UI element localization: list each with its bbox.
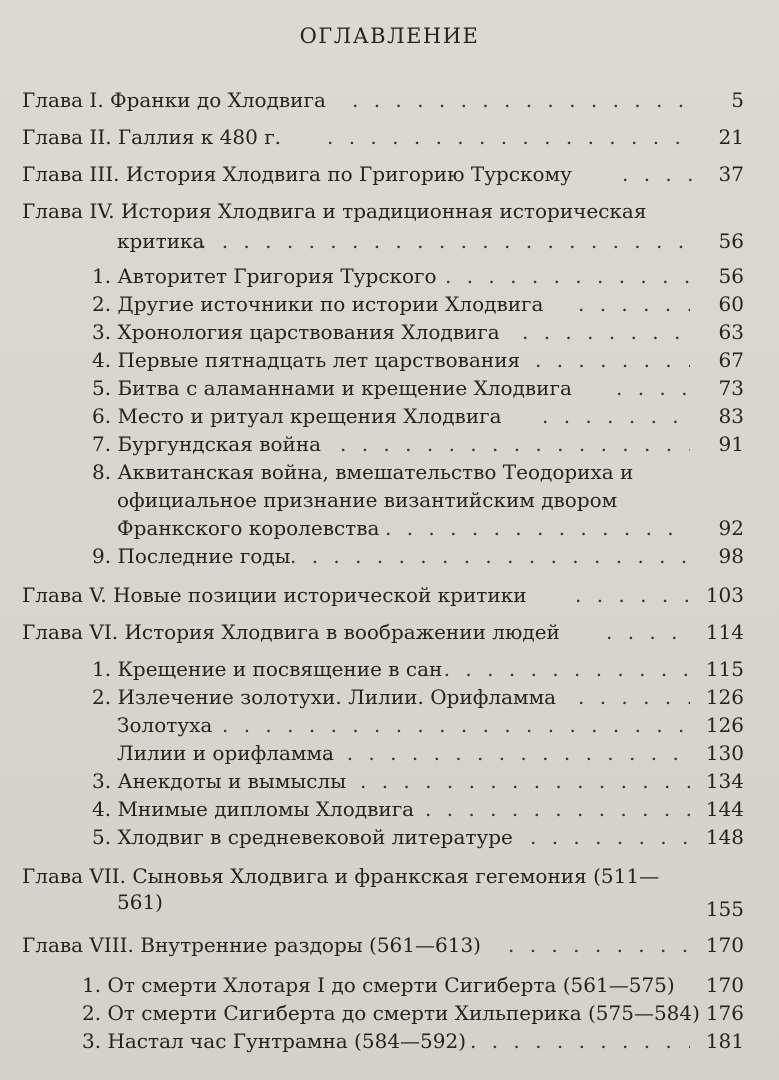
page-number: 134: [705, 769, 744, 793]
page-number: 56: [718, 229, 744, 253]
dot-leader: [327, 125, 687, 149]
entry-title: Глава III. История Хлодвига по Григорию Турскому: [22, 162, 572, 186]
dot-leader: [606, 620, 690, 644]
entry-title: 6. Место и ритуал крещения Хлодвига: [92, 404, 502, 428]
entry-title: 4. Мнимые дипломы Хлодвига: [92, 797, 415, 821]
entry-title: Глава I. Франки до Хлодвига: [22, 88, 326, 112]
dot-leader: [535, 348, 690, 372]
toc-title: оглавление: [299, 16, 480, 51]
entry-title: 2. Другие источники по истории Хлодвига: [92, 292, 544, 316]
dot-leader: [290, 544, 690, 568]
page-number: 126: [705, 685, 744, 709]
entry-title-cont: критика: [117, 229, 205, 253]
page-number: 5: [731, 88, 744, 112]
dot-leader: [542, 404, 690, 428]
entry-title: 1. От смерти Хлотаря I до смерти Сигиберта (561—575): [82, 973, 675, 997]
dot-leader: [325, 741, 690, 765]
entry-title: Глава VII. Сыновья Хлодвига и франкская гегемония (511—: [22, 864, 660, 888]
page-number: 115: [705, 657, 744, 681]
entry-title: 5. Хлодвиг в средневековой литературе: [92, 825, 513, 849]
entry-title-line2: официальное признание византийским двором: [117, 488, 618, 512]
entry-title: 3. Настал час Гунтрамна (584—592): [82, 1029, 467, 1053]
dot-leader: [575, 583, 690, 607]
dot-leader: [422, 657, 690, 681]
page-number: 176: [705, 1001, 744, 1025]
dot-leader: [200, 229, 690, 253]
page-number: 21: [718, 125, 744, 149]
page-number: 56: [718, 264, 744, 288]
entry-title: Золотуха: [117, 713, 213, 737]
page-number: 37: [718, 162, 744, 186]
entry-title: 9. Последние годы: [92, 544, 291, 568]
entry-title: 8. Аквитанская война, вмешательство Теодориха и: [92, 460, 634, 484]
dot-leader: [522, 320, 690, 344]
dot-leader: [578, 685, 690, 709]
dot-leader: [616, 376, 690, 400]
page-number: 148: [705, 825, 744, 849]
entry-title: 2. От смерти Сигиберта до смерти Хильперика (575—584): [82, 1001, 700, 1025]
entry-title: Лилии и орифламма: [117, 741, 334, 765]
page-number: 170: [705, 933, 744, 957]
page-number: 73: [718, 376, 744, 400]
entry-title: Глава II. Галлия к 480 г.: [22, 125, 282, 149]
page-number: 126: [705, 713, 744, 737]
page-number: 60: [718, 292, 744, 316]
page-number: 83: [718, 404, 744, 428]
entry-title: Глава VIII. Внутренние раздоры (561—613): [22, 933, 481, 957]
page-number: 170: [705, 973, 744, 997]
dot-leader: [470, 1029, 690, 1053]
entry-title: 5. Битва с аламаннами и крещение Хлодвига: [92, 376, 572, 400]
page-number: 103: [705, 583, 744, 607]
page-number: 63: [718, 320, 744, 344]
entry-title: 1. Авторитет Григория Турского: [92, 264, 437, 288]
entry-title: Глава VI. История Хлодвига в воображении людей: [22, 620, 560, 644]
dot-leader: [352, 88, 687, 112]
entry-title: 3. Анекдоты и вымыслы: [92, 769, 347, 793]
page-number: 92: [718, 516, 744, 540]
page-number: 181: [705, 1029, 744, 1053]
entry-title: 2. Излечение золотухи. Лилии. Орифламма: [92, 685, 557, 709]
page-number: 155: [705, 897, 744, 921]
dot-leader: [530, 825, 690, 849]
dot-leader: [360, 769, 690, 793]
entry-title: Глава IV. История Хлодвига и традиционная историческая: [22, 199, 647, 223]
entry-title: 1. Крещение и посвящение в сан: [92, 657, 443, 681]
dot-leader: [578, 292, 690, 316]
page-number: 67: [718, 348, 744, 372]
dot-leader: [425, 797, 690, 821]
entry-title-cont: 561): [117, 890, 163, 914]
page-number: 98: [718, 544, 744, 568]
dot-leader: [222, 713, 690, 737]
entry-title: 4. Первые пятнадцать лет царствования: [92, 348, 521, 372]
dot-leader: [508, 933, 690, 957]
entry-title: Глава V. Новые позиции исторической критики: [22, 583, 527, 607]
entry-title: 3. Хронология царствования Хлодвига: [92, 320, 500, 344]
dot-leader: [445, 264, 690, 288]
dot-leader: [622, 162, 692, 186]
entry-title-cont: Франкского королевства: [117, 516, 380, 540]
page-number: 91: [718, 432, 744, 456]
entry-title: 7. Бургундская война: [92, 432, 322, 456]
dot-leader: [385, 516, 690, 540]
page-number: 114: [705, 620, 744, 644]
dot-leader: [340, 432, 690, 456]
page-number: 144: [705, 797, 744, 821]
page-number: 130: [705, 741, 744, 765]
